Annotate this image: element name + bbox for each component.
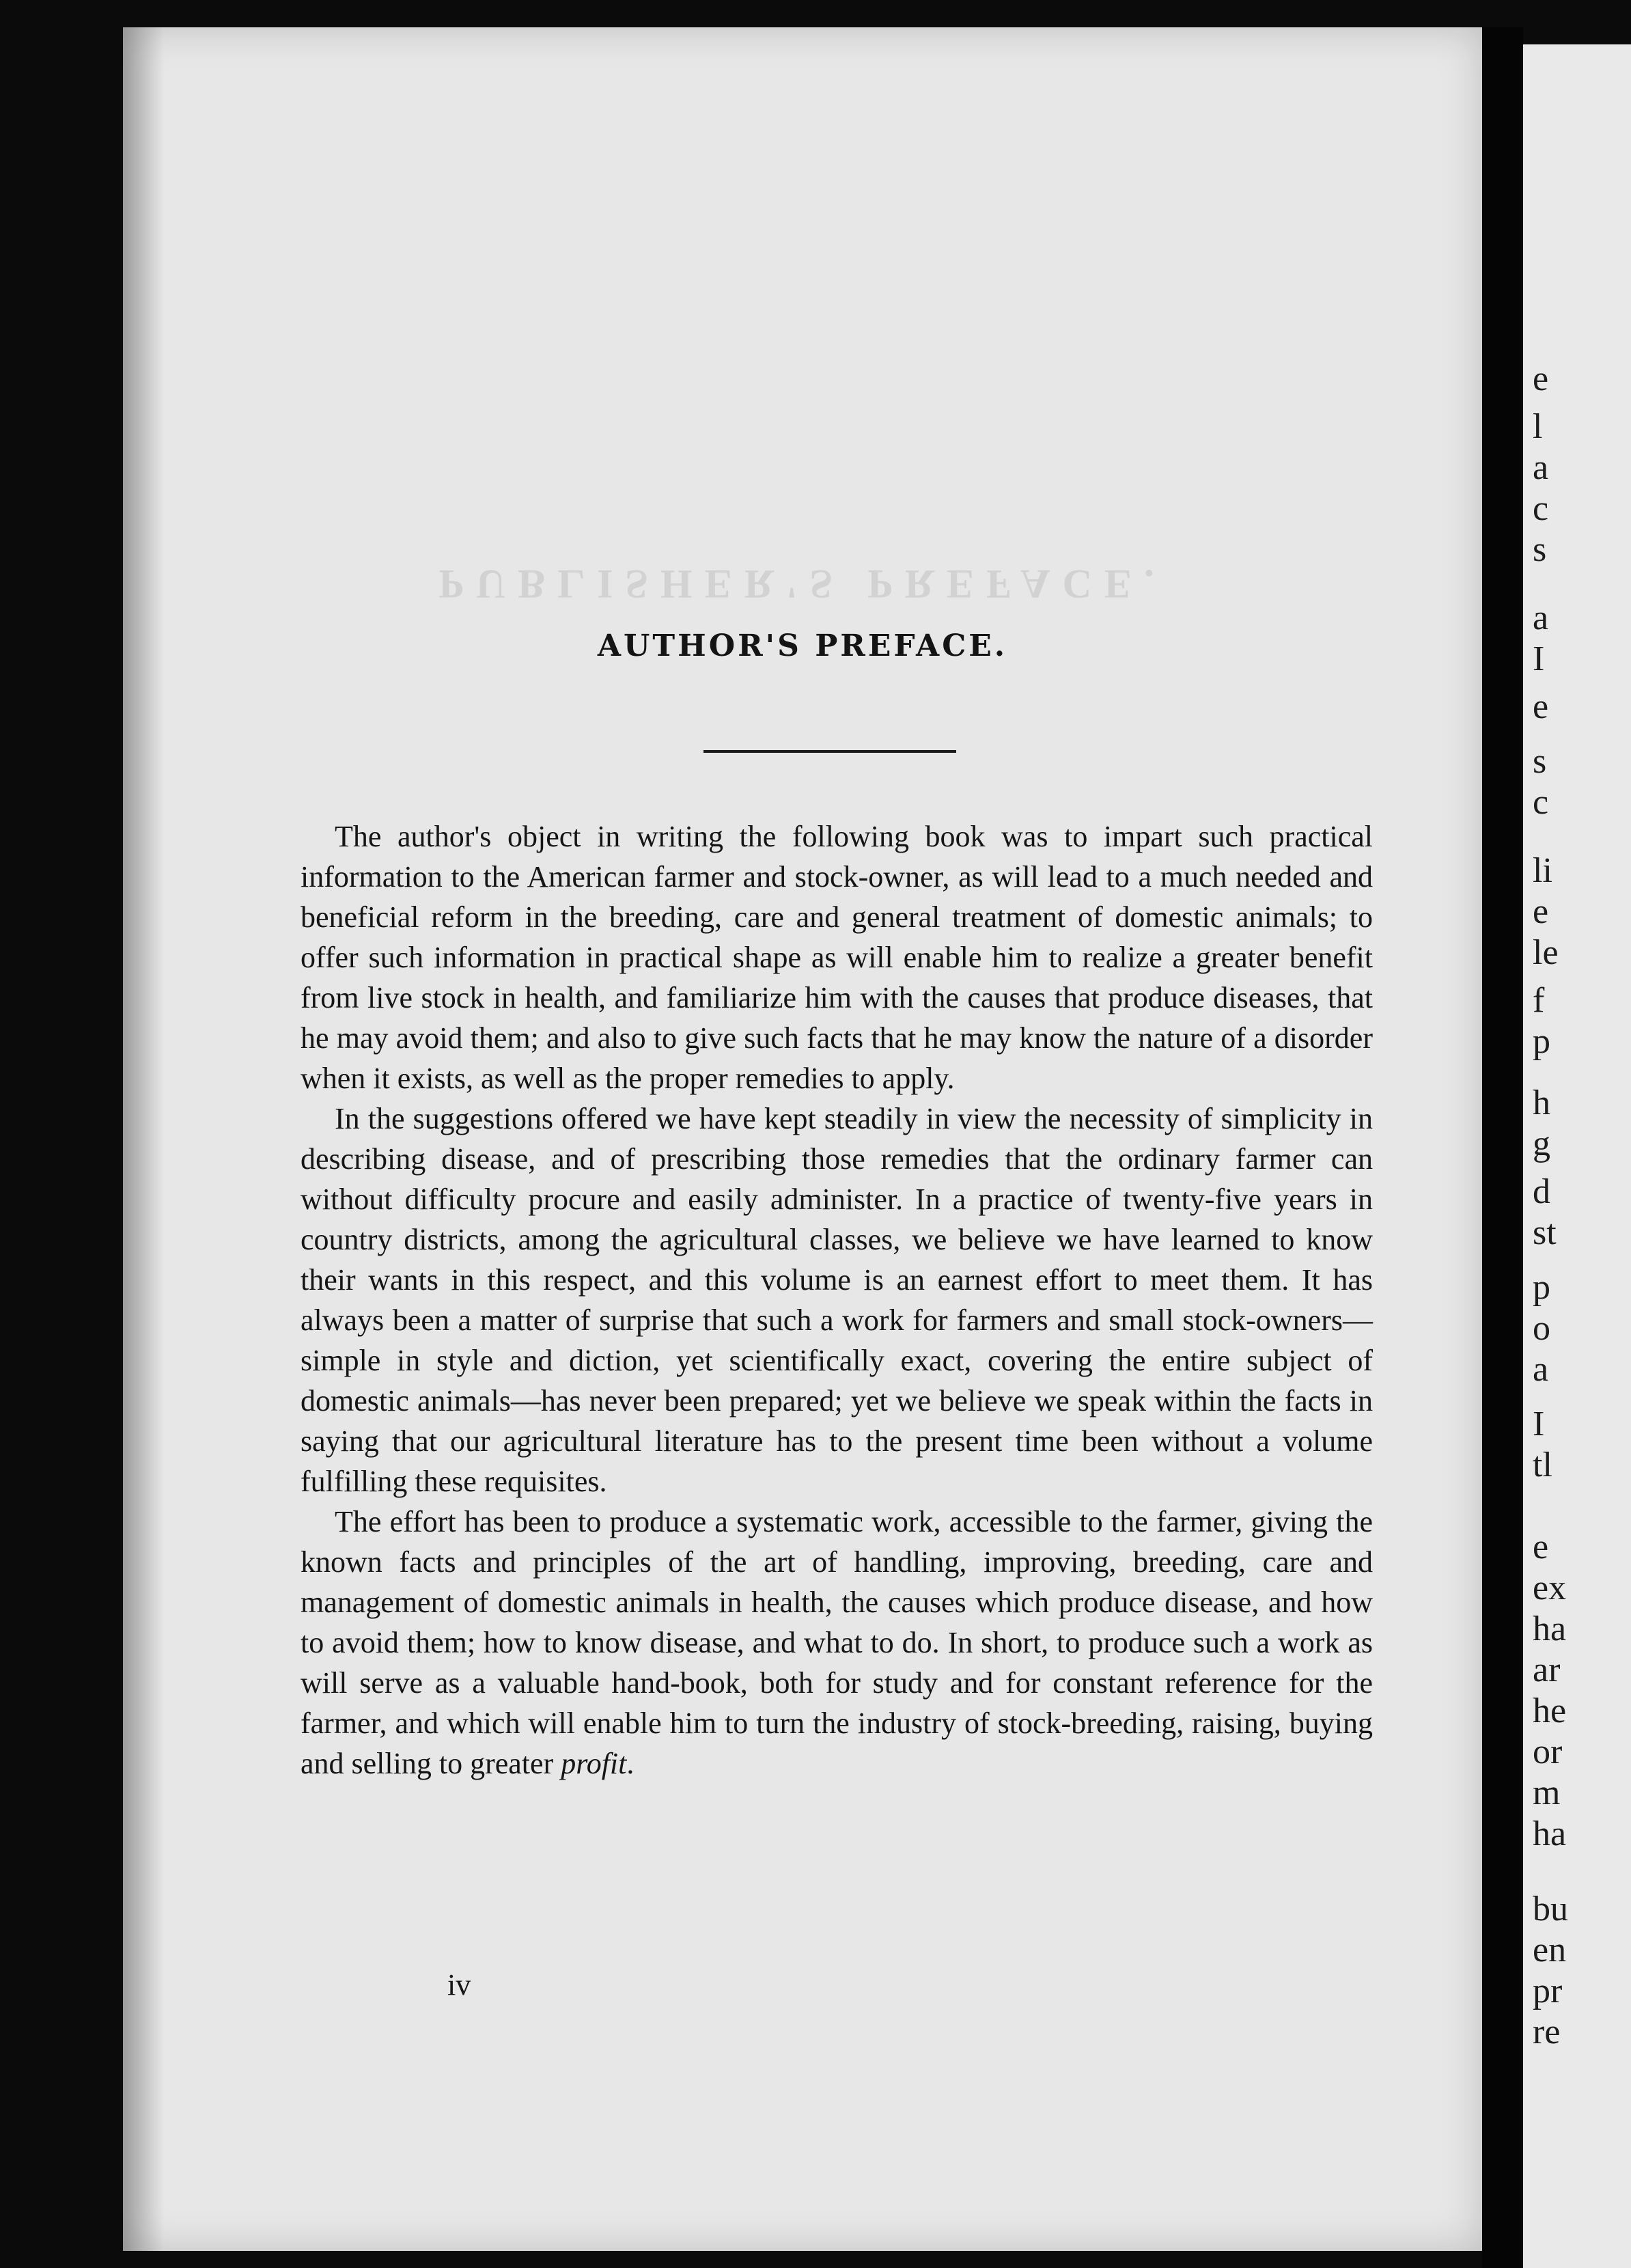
facing-page-fragment: pr — [1533, 1972, 1563, 2010]
facing-page-fragment: s — [1533, 530, 1547, 569]
paragraph-3-text: The effort has been to produce a systematic work, accessible to the farmer, giving the known facts and principles of the art of handling, improving, breeding, care and management of domestic animals in health, the causes which produce disease, and how to avoid them; how to know disease, and what to do. In short, to produce such a work as will serve as a valuable hand-book, both for study and for constant reference for the farmer, and which will enable him to turn the industry of stock-breeding, raising, buying and selling to greater — [301, 1505, 1373, 1780]
preface-body — [301, 816, 1373, 1784]
facing-page-fragment: st — [1533, 1213, 1557, 1252]
facing-page-fragment: re — [1533, 2013, 1561, 2051]
facing-page-fragment: e — [1533, 1527, 1549, 1566]
facing-page-fragment: f — [1533, 981, 1545, 1020]
page-title: AUTHOR'S PREFACE. — [597, 628, 1008, 663]
paragraph-1: The author's object in writing the following book was to impart such practical information to the American farmer and stock-owner, as will lead to a much needed and beneficial reform in the breeding, care and general treatment of domestic animals; to offer such information in practical shape as will enable him to realize a greater benefit from live stock in health, and familiarize him with the causes that produce diseases, that he may avoid them; and also to give such facts that he may know the nature of a disorder when it exists, as well as the proper remedies to apply. — [301, 820, 1373, 1095]
facing-page-edge — [1523, 44, 1631, 2268]
page-number: iv — [447, 1968, 471, 2002]
facing-page-fragment: e — [1533, 687, 1549, 726]
facing-page-fragment: tl — [1533, 1446, 1552, 1484]
facing-page-fragment: e — [1533, 892, 1549, 931]
facing-page-fragment: a — [1533, 598, 1549, 637]
facing-page-fragment: p — [1533, 1022, 1550, 1061]
page-edge-shadow — [123, 27, 164, 2251]
facing-page-fragment: p — [1533, 1268, 1550, 1307]
facing-page-fragment: g — [1533, 1124, 1550, 1163]
facing-page-fragment: I — [1533, 639, 1545, 678]
paragraph-3-end: . — [626, 1747, 635, 1780]
facing-page-fragment: c — [1533, 783, 1549, 822]
facing-page-fragment: ha — [1533, 1609, 1567, 1648]
facing-page-fragment: I — [1533, 1405, 1545, 1443]
facing-page-fragment: li — [1533, 851, 1552, 890]
facing-page-fragment: d — [1533, 1172, 1550, 1211]
facing-page-fragment: he — [1533, 1691, 1567, 1730]
facing-page-fragment: e — [1533, 359, 1549, 398]
facing-page-fragment: ha — [1533, 1814, 1567, 1853]
facing-page-fragment: a — [1533, 448, 1549, 487]
facing-page-fragment: l — [1533, 407, 1543, 446]
facing-page-fragment: a — [1533, 1350, 1549, 1389]
facing-page-fragment: or — [1533, 1732, 1563, 1771]
paragraph-2: In the suggestions offered we have kept steadily in view the necessity of simplicity in describing disease, and of prescribing those remedies that the ordinary farmer can without difficulty procure and easily administer. In a practice of twenty-five years in country districts, among the agricultural classes, we believe we have learned to know their wants in this respect, and this volume is an earnest effort to meet them. It has always been a matter of surprise that such a work for farmers and small stock-owners—simple in style and diction, yet scientifically exact, covering the entire subject of domestic animals—has never been prepared; yet we believe we speak within the facts in saying that our agricultural literature has to the present time been without a volume fulfilling these requisites. — [301, 1102, 1373, 1498]
facing-page-fragment: bu — [1533, 1890, 1568, 1928]
facing-page-fragment: o — [1533, 1309, 1550, 1348]
facing-page-fragment: h — [1533, 1083, 1550, 1122]
facing-page-fragment: s — [1533, 742, 1547, 781]
facing-page-fragment: m — [1533, 1773, 1561, 1812]
paragraph-3-italic: profit — [561, 1747, 627, 1780]
title-underline — [703, 750, 956, 753]
facing-page-fragment: le — [1533, 933, 1559, 972]
paragraph-3 — [301, 1502, 1373, 1784]
facing-page-fragment: ar — [1533, 1650, 1561, 1689]
facing-page-fragment: ex — [1533, 1568, 1567, 1607]
bleed-through-title: PUBLISHER'S PREFACE. — [438, 562, 1167, 607]
facing-page-fragment: c — [1533, 489, 1549, 528]
facing-page-fragment: en — [1533, 1931, 1567, 1969]
book-gutter — [1482, 27, 1523, 2268]
